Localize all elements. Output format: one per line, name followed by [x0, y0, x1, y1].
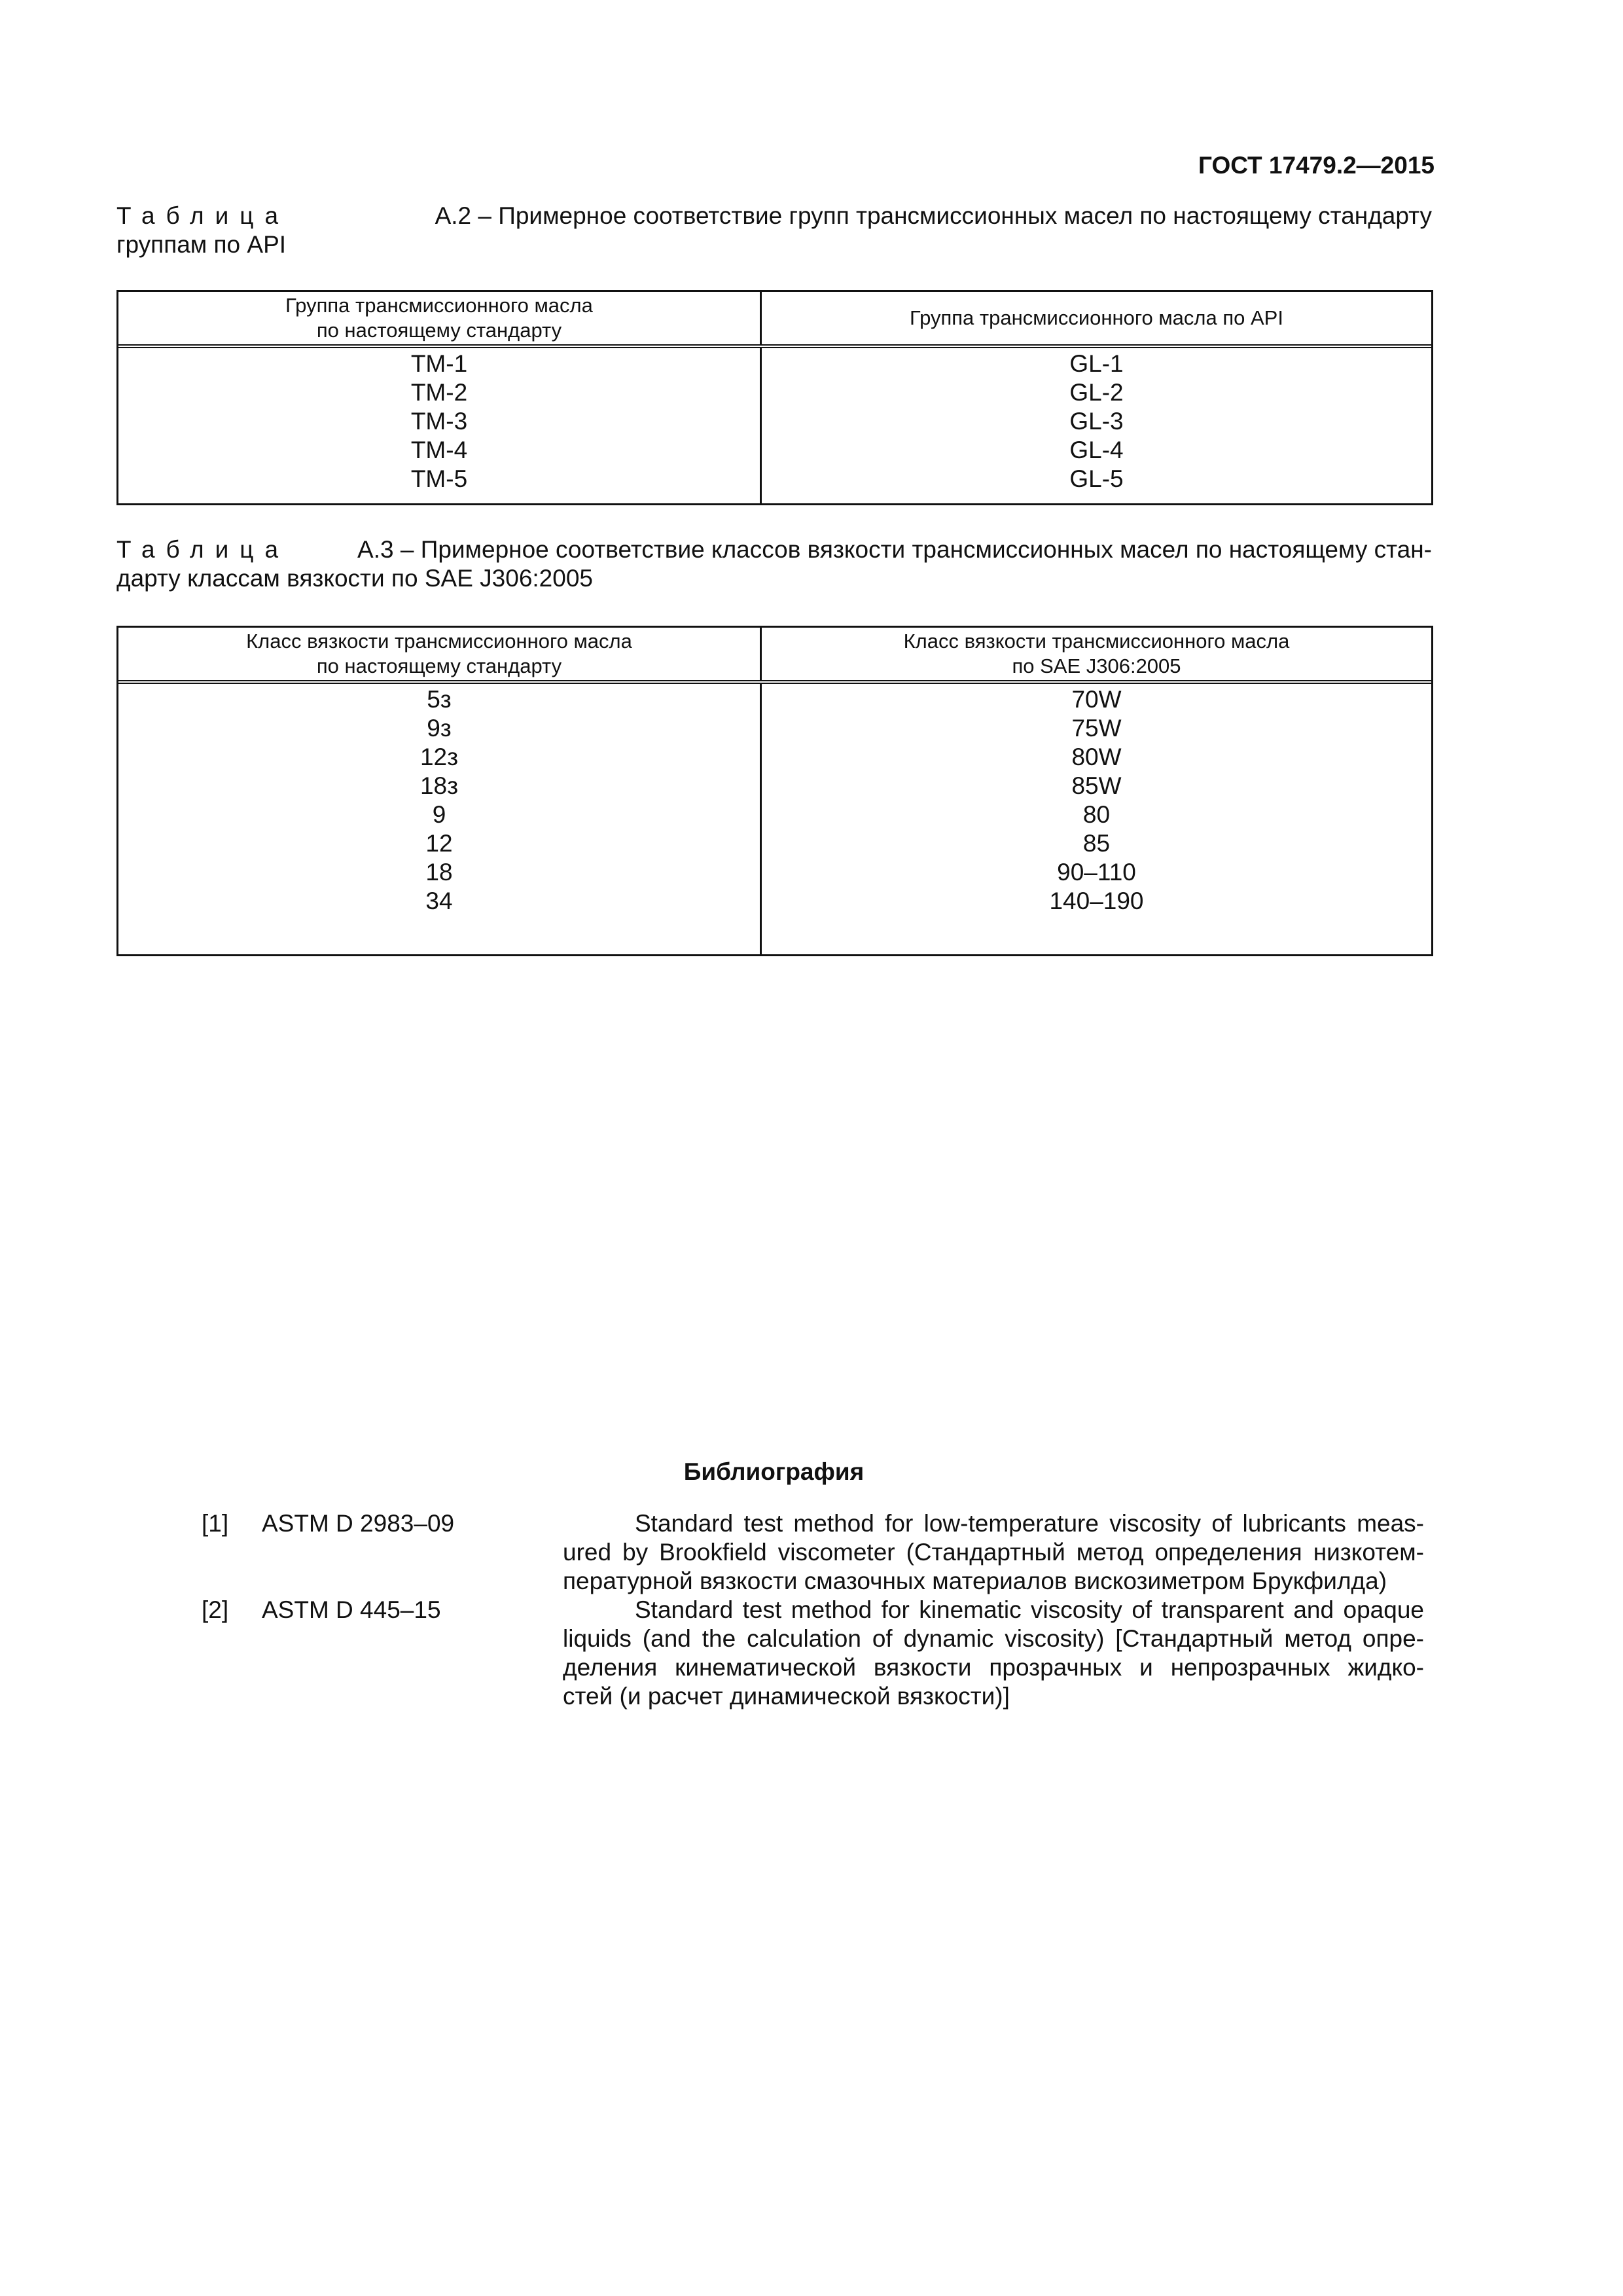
table-a3-col-sae	[762, 684, 1431, 956]
table-a3-body	[118, 684, 1431, 956]
table-cell: ТМ-5	[410, 465, 468, 492]
table-a2-caption-second: группам по API	[116, 231, 287, 258]
bib-entry-2-number: [2]	[202, 1596, 229, 1623]
table-a2-caption-label: Таблица	[116, 202, 290, 229]
table-a3-col2-header: Класс вязкости трансмиссионного масла по SAE J306:2005	[903, 630, 1290, 677]
table-cell: GL-4	[1069, 437, 1124, 463]
standard-number: ГОСТ 17479.2—2015	[1198, 152, 1435, 179]
table-a2-col-gost	[118, 348, 762, 505]
table-cell: 80	[1082, 801, 1111, 828]
table-a2-caption-first: А.2 – Примерное соответствие групп трансмиссионных масел по настоящему стандарту	[435, 202, 1432, 229]
table-cell: ТМ-2	[410, 379, 468, 406]
table-a3-header	[118, 628, 1431, 684]
table-a2-col-api	[762, 348, 1431, 505]
table-a2-col2-header: Группа трансмиссионного масла по API	[910, 306, 1283, 329]
table-cell: GL-5	[1069, 465, 1124, 492]
table-cell: 34	[425, 888, 453, 914]
table-cell: 75W	[1071, 715, 1122, 742]
table-cell: 90–110	[1057, 859, 1136, 886]
table-cell: ТМ-1	[410, 350, 468, 377]
table-cell: 85W	[1071, 772, 1122, 799]
table-cell: 12	[425, 830, 453, 857]
table-cell: 70W	[1071, 686, 1122, 713]
bib-entry-1-code: ASTM D 2983–09	[262, 1510, 455, 1537]
table-a3-caption	[116, 535, 1432, 593]
table-a2-header	[118, 292, 1431, 348]
table-cell: 9	[432, 801, 446, 828]
table-a3-caption-first: А.3 – Примерное соответствие классов вязкости трансмиссионных масел по настоящему стан-	[357, 536, 1432, 563]
table-cell: 85	[1082, 830, 1111, 857]
table-cell: ТМ-3	[410, 408, 468, 435]
table-cell: GL-1	[1069, 350, 1124, 377]
table-a2-body	[118, 348, 1431, 505]
table-cell: GL-2	[1069, 379, 1124, 406]
table-cell: 9з	[427, 715, 452, 742]
table-cell: 80W	[1071, 744, 1122, 770]
bibliography-title: Библиография	[683, 1458, 865, 1485]
bib-entry-1-number: [1]	[202, 1510, 229, 1537]
table-a3-col-gost	[118, 684, 762, 956]
table-cell: 5з	[427, 686, 452, 713]
table-a3-col1-header: Класс вязкости трансмиссионного масла по настоящему стандарту	[118, 628, 762, 680]
table-a3	[116, 626, 1433, 956]
bib-entry-2-code: ASTM D 445–15	[262, 1596, 441, 1623]
table-cell: 12з	[419, 744, 459, 770]
table-a2	[116, 290, 1433, 505]
table-cell: GL-3	[1069, 408, 1124, 435]
table-a2-col1-header: Группа трансмиссионного масла по настоящему стандарту	[118, 292, 762, 344]
table-cell: 18	[425, 859, 453, 886]
table-a3-caption-second: дарту классам вязкости по SAE J306:2005	[116, 565, 593, 592]
table-cell: 18з	[419, 772, 459, 799]
table-cell: 140–190	[1049, 888, 1144, 914]
bib-entry-1-text: Standard test method for low-temperature viscosity of lubricants meas- ured by Brookfield viscometer (Стандартный метод определения низкотем- пературной вязкости смазочных материалов вискозиметром Брукфилда)	[563, 1510, 1424, 1594]
table-a3-caption-label: Таблица	[116, 536, 290, 563]
table-cell: ТМ-4	[410, 437, 468, 463]
bib-entry-2-text: Standard test method for kinematic viscosity of transparent and opaque liquids (and the calculation of dynamic viscosity) [Стандартный метод опре- деления кинематической вязкости прозрачных и непрозрачных жидко- стей (и расчет динамической вязкости)]	[563, 1596, 1424, 1710]
table-a2-caption	[116, 202, 1432, 259]
